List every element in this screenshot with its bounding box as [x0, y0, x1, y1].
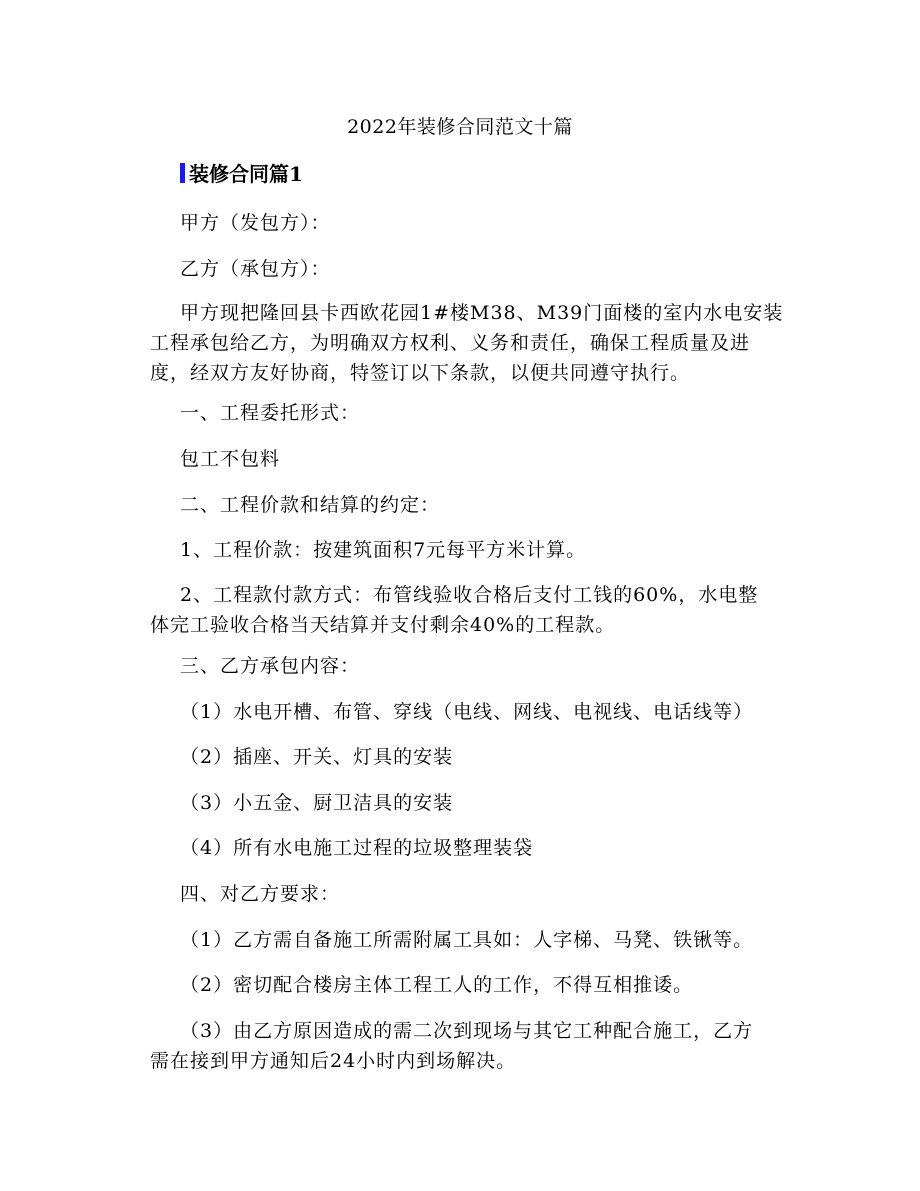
- section-4-item-3-line-2: 需在接到甲方通知后24小时内到场解决。: [150, 1050, 517, 1072]
- section-3-item: （4）所有水电施工过程的垃圾整理装袋: [180, 837, 534, 859]
- section-3-item: （1）水电开槽、布管、穿线（电线、网线、电视线、电话线等）: [180, 701, 754, 723]
- section-2-item-1: 1、工程价款：按建筑面积7元每平方米计算。: [180, 539, 587, 561]
- section-2-item-2-line-2: 体完工验收合格当天结算并支付剩余40%的工程款。: [150, 614, 616, 636]
- section-heading: [180, 158, 303, 187]
- heading-marker: [180, 163, 185, 183]
- section-3-item: （3）小五金、厨卫洁具的安装: [180, 792, 454, 814]
- intro-paragraph: [150, 298, 790, 388]
- intro-line-2: 工程承包给乙方，为明确双方权利、义务和责任，确保工程质量及进: [150, 332, 751, 354]
- intro-line-1: 甲方现把隆回县卡西欧花园1#楼M38、M39门面楼的室内水电安装: [180, 302, 784, 324]
- document-title: 2022年装修合同范文十篇: [347, 116, 573, 138]
- section-1-body: 包工不包料: [180, 448, 281, 470]
- section-2-item-2: [150, 580, 790, 640]
- intro-line-3: 度，经双方友好协商，特签订以下条款，以便共同遵守执行。: [150, 362, 691, 384]
- section-3-title: 三、乙方承包内容：: [180, 655, 361, 677]
- party-b-line: 乙方（承包方）：: [180, 258, 331, 280]
- section-4-item-3: [150, 1016, 790, 1076]
- section-4-item-3-line-1: （3）由乙方原因造成的需二次到现场与其它工种配合施工，乙方: [180, 1020, 754, 1042]
- section-4-item: （1）乙方需自备施工所需附属工具如：人字梯、马凳、铁锹等。: [180, 929, 754, 951]
- section-2-title: 二、工程价款和结算的约定：: [180, 494, 441, 516]
- section-4-title: 四、对乙方要求：: [180, 883, 341, 905]
- section-2-item-2-line-1: 2、工程款付款方式：布管线验收合格后支付工钱的60%，水电整: [180, 584, 759, 606]
- section-heading-text: 装修合同篇1: [189, 162, 303, 186]
- party-a-line: 甲方（发包方）：: [180, 212, 331, 234]
- section-1-title: 一、工程委托形式：: [180, 402, 361, 424]
- section-4-item: （2）密切配合楼房主体工程工人的工作，不得互相推诿。: [180, 974, 694, 996]
- section-3-item: （2）插座、开关、灯具的安装: [180, 746, 454, 768]
